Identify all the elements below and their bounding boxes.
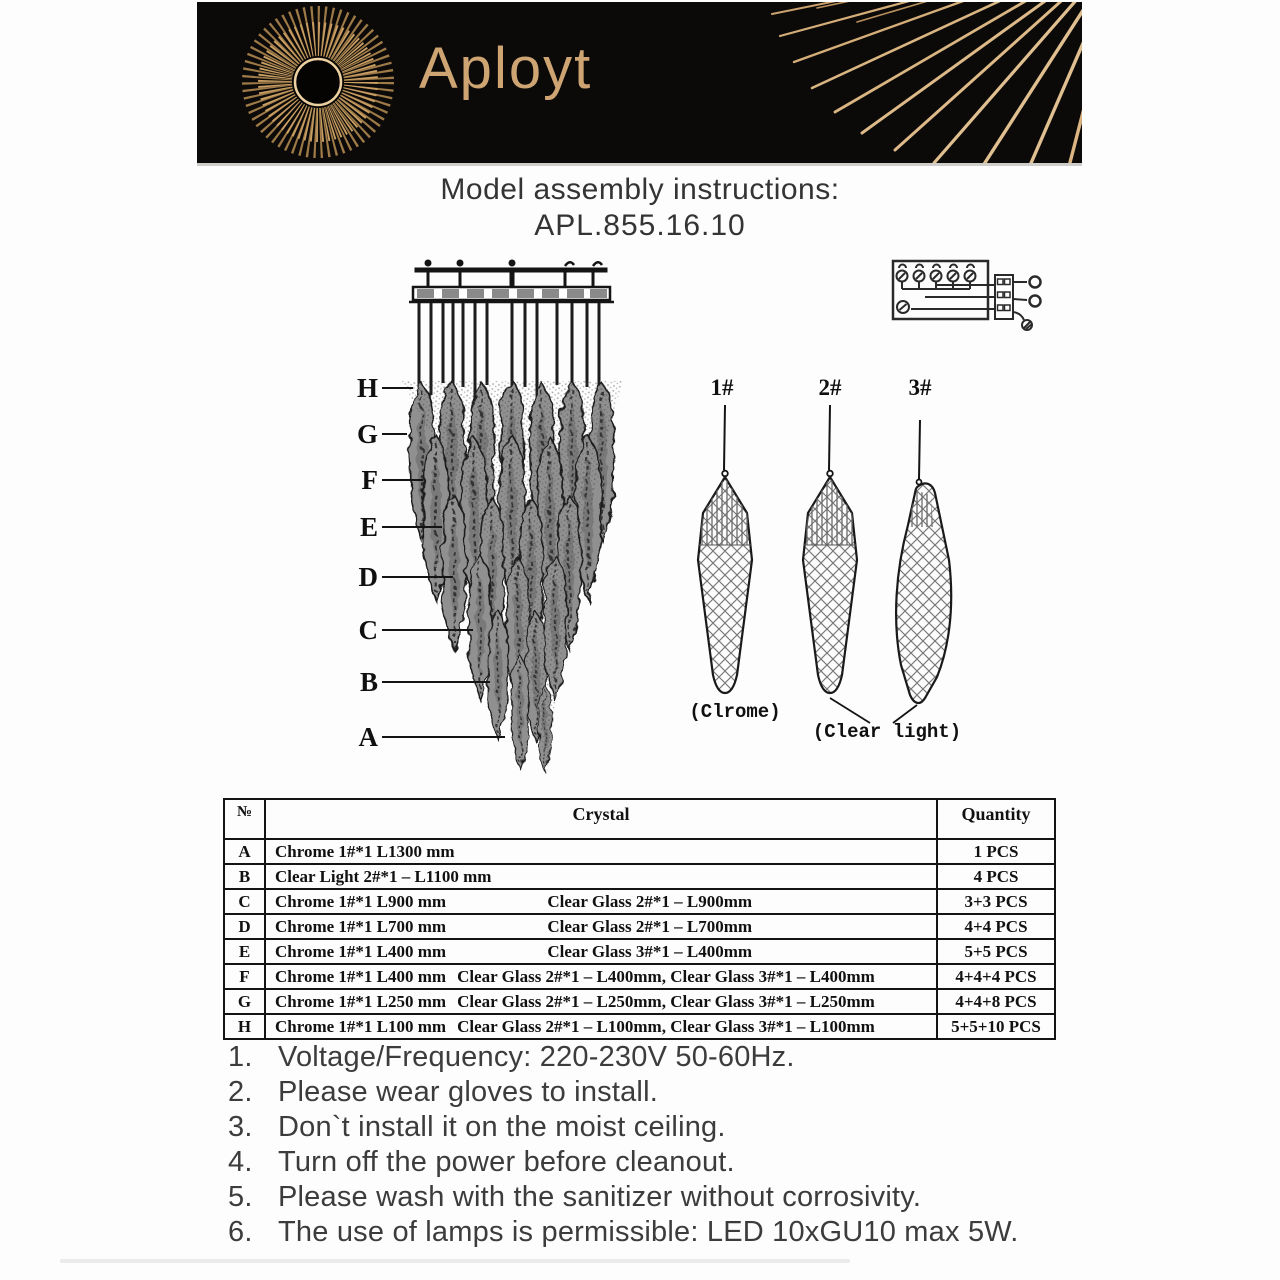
table-row: H Chrome 1#*1 L100 mm Clear Glass 2#*1 – L100mm, Clear Glass 3#*1 – L100mm 5+5+10 PCS: [224, 1014, 1055, 1039]
caption-chrome: (Clrome): [689, 701, 781, 723]
pendant-label-2: 2#: [818, 375, 842, 400]
part-label-d: D: [358, 562, 378, 592]
table-row: B Clear Light 2#*1 – L1100 mm 4 PCS: [224, 864, 1055, 889]
table-row: G Chrome 1#*1 L250 mm Clear Glass 2#*1 – L250mm, Clear Glass 3#*1 – L250mm 4+4+8 PCS: [224, 989, 1055, 1014]
pendant-label-3: 3#: [908, 375, 932, 400]
instruction-item: 2. Please wear gloves to install.: [228, 1076, 658, 1108]
instruction-item: 1. Voltage/Frequency: 220-230V 50-60Hz.: [228, 1041, 795, 1073]
col-header-no: №: [224, 799, 265, 839]
pendant-2-drawing: [803, 405, 857, 693]
crystal-pendant-diagrams: [665, 365, 985, 755]
chandelier-assembly-diagram: [340, 255, 660, 775]
scan-smudge-line: [60, 1259, 850, 1263]
terminal-screws: [897, 265, 976, 282]
part-label-h: H: [356, 373, 378, 403]
part-label-f: F: [361, 465, 378, 495]
wiring-diagram: [885, 255, 1070, 345]
table-row: C Chrome 1#*1 L900 mm Clear Glass 2#*1 – L900mm 3+3 PCS: [224, 889, 1055, 914]
part-label-e: E: [359, 512, 378, 542]
parts-table: [223, 798, 1056, 1040]
instruction-item: 3. Don`t install it on the moist ceiling.: [228, 1111, 726, 1143]
pendant-label-1: 1#: [710, 375, 734, 400]
canopy-plate-drawing: [409, 287, 614, 302]
sunburst-logo-icon: [268, 32, 368, 132]
gold-rays-decoration: [772, 2, 1082, 163]
part-label-g: G: [356, 419, 378, 449]
ceiling-mount-drawing: [415, 260, 607, 288]
part-label-c: C: [358, 615, 378, 645]
pendant-1-drawing: [698, 405, 752, 693]
table-row: E Chrome 1#*1 L400 mm Clear Glass 3#*1 – L400mm 5+5 PCS: [224, 939, 1055, 964]
model-number: APL.855.16.10: [534, 209, 746, 242]
instruction-item: 4. Turn off the power before cleanout.: [228, 1146, 735, 1178]
table-row: D Chrome 1#*1 L700 mm Clear Glass 2#*1 – L700mm 4+4 PCS: [224, 914, 1055, 939]
banner-decoration: [197, 2, 1082, 163]
instruction-item: 6. The use of lamps is permissible: LED 10xGU10 max 5W.: [228, 1216, 1019, 1248]
terminal-block: [995, 275, 1013, 319]
table-row: A Chrome 1#*1 L1300 mm 1 PCS: [224, 839, 1055, 864]
pendant-3-drawing: [896, 420, 951, 703]
col-header-crystal: Crystal: [265, 799, 937, 839]
caption-clear-light: (Clear light): [812, 721, 962, 743]
part-label-b: B: [359, 667, 378, 697]
instruction-list: [228, 1040, 1019, 1250]
instructions-title: Model assembly instructions:: [440, 173, 840, 206]
instruction-item: 5. Please wash with the sanitizer without corrosivity.: [228, 1181, 922, 1213]
crystal-cascade-drawing: [400, 375, 628, 775]
title-block: [0, 172, 1280, 244]
brand-banner: [197, 2, 1082, 166]
table-row: F Chrome 1#*1 L400 mm Clear Glass 2#*1 – L400mm, Clear Glass 3#*1 – L400mm 4+4+4 PCS: [224, 964, 1055, 989]
brand-logo-text: Aployt: [419, 36, 593, 101]
part-label-a: A: [358, 722, 378, 752]
table-header-row: [224, 799, 1055, 839]
col-header-quantity: Quantity: [937, 799, 1055, 839]
